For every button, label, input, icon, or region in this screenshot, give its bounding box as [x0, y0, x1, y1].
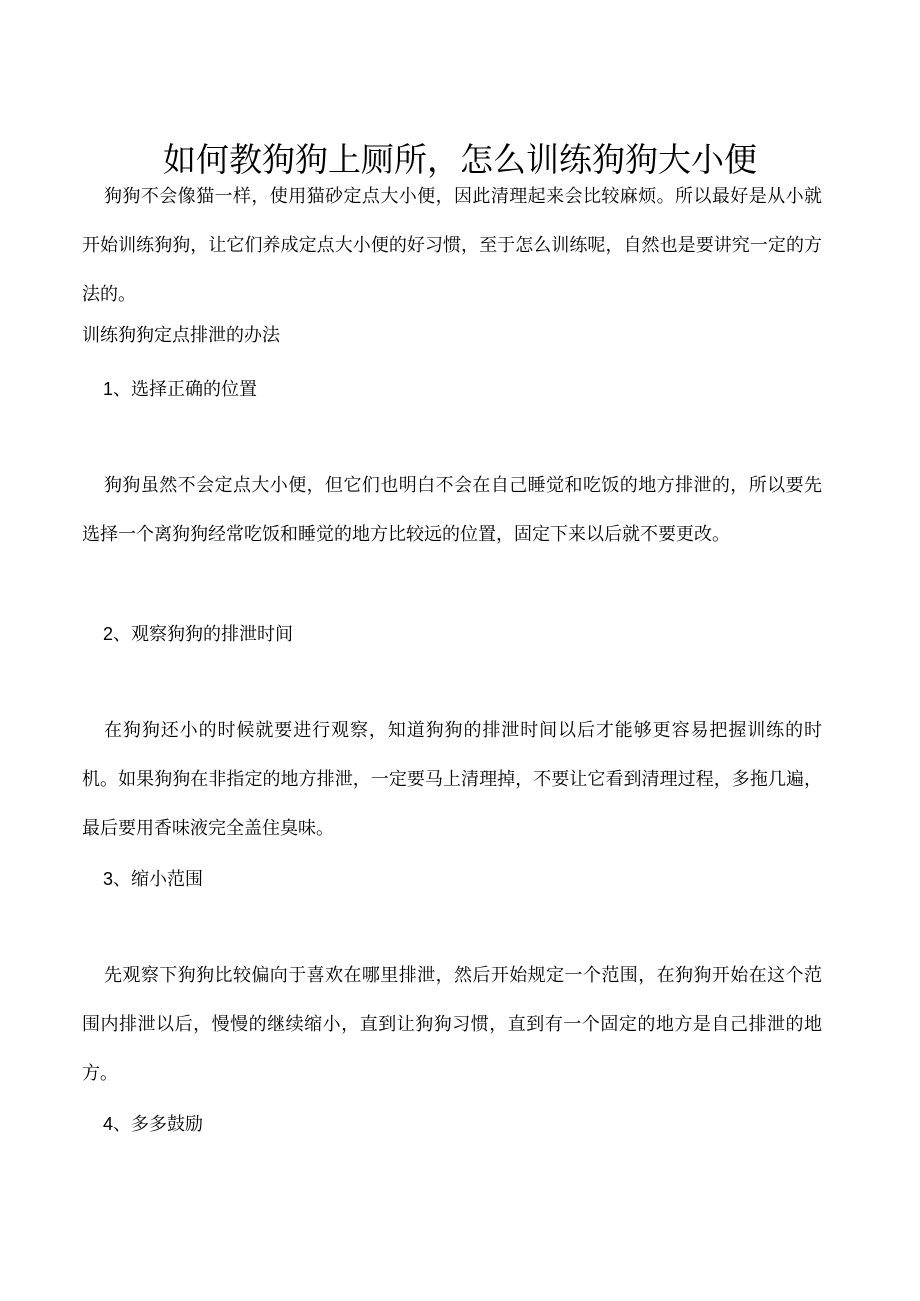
- step-1-number: 1: [103, 379, 114, 399]
- step-2-body: 在狗狗还小的时候就要进行观察，知道狗狗的排泄时间以后才能够更容易把握训练的时机。如果狗狗在非指定的地方排泄，一定要马上清理掉，不要让它看到清理过程，多拖几遍，最后要用香味液完全盖住臭味。: [82, 720, 822, 839]
- step-1-body: 狗狗虽然不会定点大小便，但它们也明白不会在自己睡觉和吃饭的地方排泄的，所以要先选择一个离狗狗经常吃饭和睡觉的地方比较远的位置，固定下来以后就不要更改。: [82, 475, 822, 545]
- step-4-title: 、多多鼓励: [113, 1114, 204, 1135]
- step-2-number: 2: [103, 624, 114, 644]
- page-title: 如何教狗狗上厕所，怎么训练狗狗大小便: [163, 140, 757, 180]
- step-3-body: 先观察下狗狗比较偏向于喜欢在哪里排泄，然后开始规定一个范围，在狗狗开始在这个范围内排泄以后，慢慢的继续缩小，直到让狗狗习惯，直到有一个固定的地方是自己排泄的地方。: [82, 965, 822, 1084]
- step-3-title: 、缩小范围: [113, 869, 204, 890]
- intro-paragraph: 狗狗不会像猫一样，使用猫砂定点大小便，因此清理起来会比较麻烦。所以最好是从小就开始训练狗狗，让它们养成定点大小便的好习惯，至于怎么训练呢，自然也是要讲究一定的方法的。: [82, 186, 822, 305]
- step-1-title: 、选择正确的位置: [113, 379, 258, 400]
- step-2-title: 、观察狗狗的排泄时间: [113, 624, 294, 645]
- step-2-heading: [103, 619, 293, 650]
- step-3-number: 3: [103, 869, 114, 889]
- step-4-heading: [103, 1109, 203, 1140]
- step-4-number: 4: [103, 1114, 114, 1134]
- step-3-heading: [103, 864, 203, 895]
- section-heading: 训练狗狗定点排泄的办法: [82, 325, 280, 346]
- step-1-heading: [103, 374, 257, 405]
